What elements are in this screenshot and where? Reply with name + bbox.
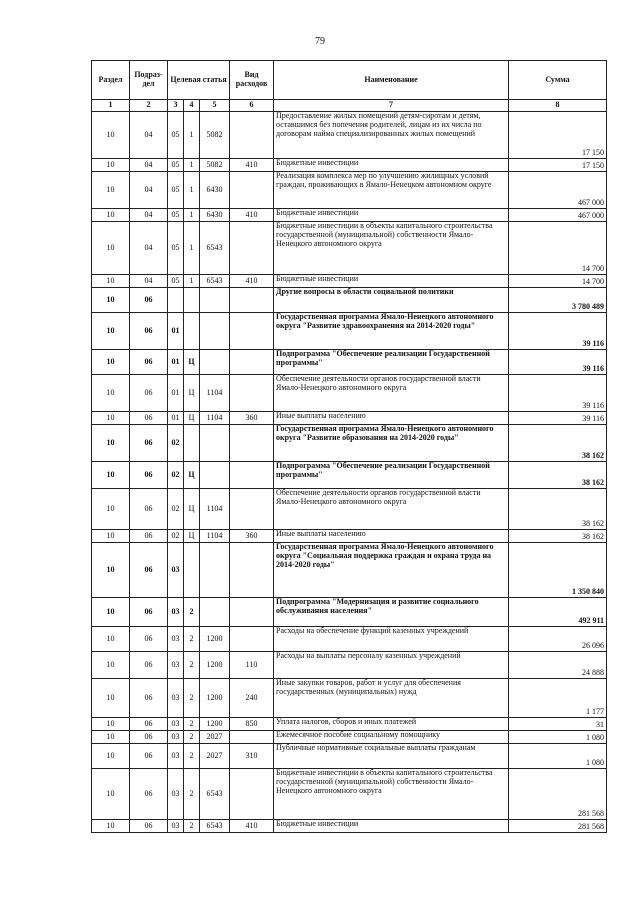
expense-type-cell [230, 375, 274, 412]
name-cell: Реализация комплекса мер по улучшению жилищных условий граждан, проживающих в Ямало-Ненецком автономном округе [274, 172, 509, 209]
expense-type-cell [230, 313, 274, 350]
podrazdel-cell: 06 [130, 731, 168, 744]
name-cell: Обеспечение деятельности органов государственной власти Ямало-Ненецкого автономного округа [274, 489, 509, 530]
expense-type-cell: 360 [230, 412, 274, 425]
program-code-cell: 02 [168, 530, 184, 543]
sum-cell: 467 000 [509, 209, 607, 222]
subprogram-code-cell: Ц [184, 489, 200, 530]
program-code-cell: 03 [168, 652, 184, 679]
direction-code-cell [200, 425, 230, 462]
subprogram-code-cell [184, 288, 200, 313]
name-cell: Иные выплаты населению [274, 412, 509, 425]
expense-type-cell [230, 425, 274, 462]
razdel-cell: 10 [92, 598, 130, 627]
sum-cell: 17 150 [509, 112, 607, 159]
table-row [92, 530, 607, 543]
header-vid-rashodov: Вид расходов [230, 61, 274, 100]
table-row [92, 820, 607, 833]
program-code-cell: 03 [168, 627, 184, 652]
column-number: 7 [274, 100, 509, 112]
razdel-cell: 10 [92, 627, 130, 652]
direction-code-cell: 2027 [200, 731, 230, 744]
table-row [92, 288, 607, 313]
direction-code-cell: 1200 [200, 652, 230, 679]
subprogram-code-cell: 1 [184, 209, 200, 222]
sum-cell: 1 177 [509, 679, 607, 718]
direction-code-cell [200, 288, 230, 313]
razdel-cell: 10 [92, 731, 130, 744]
column-number: 2 [130, 100, 168, 112]
subprogram-code-cell: Ц [184, 375, 200, 412]
podrazdel-cell: 06 [130, 652, 168, 679]
sum-cell: 281 568 [509, 820, 607, 833]
sum-cell: 281 568 [509, 769, 607, 820]
sum-cell: 38 162 [509, 530, 607, 543]
name-cell: Бюджетные инвестиции в объекты капитального строительства государственной (муниципальной) собственности Ямало-Ненецкого автономного округа [274, 769, 509, 820]
table-row [92, 112, 607, 159]
expense-type-cell [230, 112, 274, 159]
podrazdel-cell: 06 [130, 530, 168, 543]
column-number: 5 [200, 100, 230, 112]
table-row [92, 209, 607, 222]
direction-code-cell: 1104 [200, 489, 230, 530]
razdel-cell: 10 [92, 112, 130, 159]
name-cell: Бюджетные инвестиции в объекты капитального строительства государственной (муниципальной) собственности Ямало-Ненецкого автономного округа [274, 222, 509, 275]
name-cell: Подпрограмма "Обеспечение реализации Государственной программы" [274, 350, 509, 375]
subprogram-code-cell: 2 [184, 820, 200, 833]
expense-type-cell: 110 [230, 652, 274, 679]
table-row [92, 412, 607, 425]
razdel-cell: 10 [92, 718, 130, 731]
table-row [92, 543, 607, 598]
razdel-cell: 10 [92, 313, 130, 350]
razdel-cell: 10 [92, 543, 130, 598]
razdel-cell: 10 [92, 462, 130, 489]
podrazdel-cell: 04 [130, 112, 168, 159]
subprogram-code-cell: 2 [184, 769, 200, 820]
name-cell: Предоставление жилых помещений детям-сиротам и детям, оставшимся без попечения родителей, лицам из их числа по договорам найма специализированных жилых помещений [274, 112, 509, 159]
table-row [92, 652, 607, 679]
page-number: 79 [315, 36, 325, 47]
sum-cell: 17 150 [509, 159, 607, 172]
direction-code-cell [200, 543, 230, 598]
direction-code-cell: 6430 [200, 209, 230, 222]
direction-code-cell: 1200 [200, 718, 230, 731]
direction-code-cell: 2027 [200, 744, 230, 769]
direction-code-cell: 5082 [200, 112, 230, 159]
subprogram-code-cell: Ц [184, 350, 200, 375]
sum-cell: 26 096 [509, 627, 607, 652]
name-cell: Бюджетные инвестиции [274, 159, 509, 172]
name-cell: Бюджетные инвестиции [274, 820, 509, 833]
sum-cell: 31 [509, 718, 607, 731]
expense-type-cell: 310 [230, 744, 274, 769]
program-code-cell: 03 [168, 744, 184, 769]
program-code-cell: 02 [168, 489, 184, 530]
program-code-cell: 01 [168, 375, 184, 412]
table-row [92, 275, 607, 288]
podrazdel-cell: 06 [130, 718, 168, 731]
budget-table [91, 60, 607, 833]
sum-cell: 38 162 [509, 462, 607, 489]
program-code-cell [168, 288, 184, 313]
razdel-cell: 10 [92, 222, 130, 275]
razdel-cell: 10 [92, 288, 130, 313]
razdel-cell: 10 [92, 412, 130, 425]
table-row [92, 159, 607, 172]
podrazdel-cell: 04 [130, 159, 168, 172]
expense-type-cell: 410 [230, 159, 274, 172]
header-celevaya-statya: Целевая статья [168, 61, 230, 100]
table-row [92, 313, 607, 350]
podrazdel-cell: 06 [130, 412, 168, 425]
subprogram-code-cell: 1 [184, 159, 200, 172]
razdel-cell: 10 [92, 159, 130, 172]
direction-code-cell [200, 598, 230, 627]
podrazdel-cell: 04 [130, 222, 168, 275]
program-code-cell: 03 [168, 679, 184, 718]
subprogram-code-cell: Ц [184, 412, 200, 425]
podrazdel-cell: 06 [130, 543, 168, 598]
razdel-cell: 10 [92, 769, 130, 820]
name-cell: Бюджетные инвестиции [274, 209, 509, 222]
program-code-cell: 03 [168, 718, 184, 731]
column-number: 6 [230, 100, 274, 112]
sum-cell: 39 116 [509, 313, 607, 350]
name-cell: Другие вопросы в области социальной политики [274, 288, 509, 313]
expense-type-cell [230, 489, 274, 530]
program-code-cell: 01 [168, 313, 184, 350]
direction-code-cell: 6543 [200, 275, 230, 288]
sum-cell: 38 162 [509, 489, 607, 530]
direction-code-cell: 6543 [200, 820, 230, 833]
direction-code-cell [200, 462, 230, 489]
subprogram-code-cell: 2 [184, 744, 200, 769]
razdel-cell: 10 [92, 744, 130, 769]
table-row [92, 425, 607, 462]
header-summa: Сумма [509, 61, 607, 100]
expense-type-cell [230, 769, 274, 820]
subprogram-code-cell: 2 [184, 679, 200, 718]
header-row [92, 61, 607, 100]
program-code-cell: 03 [168, 543, 184, 598]
direction-code-cell: 1200 [200, 627, 230, 652]
name-cell: Иные выплаты населению [274, 530, 509, 543]
name-cell: Государственная программа Ямало-Ненецкого автономного округа "Социальная поддержка граждан и охрана труда на 2014-2020 годы" [274, 543, 509, 598]
podrazdel-cell: 06 [130, 462, 168, 489]
podrazdel-cell: 06 [130, 313, 168, 350]
column-number: 4 [184, 100, 200, 112]
podrazdel-cell: 06 [130, 425, 168, 462]
expense-type-cell: 410 [230, 820, 274, 833]
table-row [92, 462, 607, 489]
expense-type-cell: 410 [230, 209, 274, 222]
subprogram-code-cell: 1 [184, 172, 200, 209]
column-number-row [92, 100, 607, 112]
subprogram-code-cell: 2 [184, 718, 200, 731]
expense-type-cell: 410 [230, 275, 274, 288]
name-cell: Подпрограмма "Модернизация и развитие социального обслуживания населения" [274, 598, 509, 627]
sum-cell: 38 162 [509, 425, 607, 462]
sum-cell: 1 080 [509, 744, 607, 769]
direction-code-cell: 6543 [200, 769, 230, 820]
table-row [92, 172, 607, 209]
subprogram-code-cell: 1 [184, 275, 200, 288]
sum-cell: 467 000 [509, 172, 607, 209]
direction-code-cell: 6430 [200, 172, 230, 209]
sum-cell: 39 116 [509, 375, 607, 412]
podrazdel-cell: 06 [130, 375, 168, 412]
program-code-cell: 05 [168, 172, 184, 209]
subprogram-code-cell [184, 313, 200, 350]
program-code-cell: 05 [168, 275, 184, 288]
program-code-cell: 02 [168, 462, 184, 489]
razdel-cell: 10 [92, 530, 130, 543]
header-razdel: Раздел [92, 61, 130, 100]
razdel-cell: 10 [92, 652, 130, 679]
table-row [92, 679, 607, 718]
column-number: 8 [509, 100, 607, 112]
expense-type-cell: 850 [230, 718, 274, 731]
razdel-cell: 10 [92, 820, 130, 833]
program-code-cell: 01 [168, 350, 184, 375]
subprogram-code-cell: 2 [184, 731, 200, 744]
sum-cell: 14 700 [509, 275, 607, 288]
expense-type-cell [230, 627, 274, 652]
podrazdel-cell: 06 [130, 627, 168, 652]
subprogram-code-cell: 1 [184, 112, 200, 159]
table-row [92, 627, 607, 652]
program-code-cell: 03 [168, 820, 184, 833]
subprogram-code-cell: Ц [184, 530, 200, 543]
program-code-cell: 03 [168, 598, 184, 627]
name-cell: Государственная программа Ямало-Ненецкого автономного округа "Развитие образования на 2014-2020 годы" [274, 425, 509, 462]
expense-type-cell: 360 [230, 530, 274, 543]
table-row [92, 744, 607, 769]
column-number: 3 [168, 100, 184, 112]
subprogram-code-cell: 2 [184, 627, 200, 652]
table-row [92, 769, 607, 820]
subprogram-code-cell: Ц [184, 462, 200, 489]
razdel-cell: 10 [92, 172, 130, 209]
expense-type-cell [230, 598, 274, 627]
razdel-cell: 10 [92, 350, 130, 375]
table-row [92, 350, 607, 375]
name-cell: Подпрограмма "Обеспечение реализации Государственной программы" [274, 462, 509, 489]
sum-cell: 39 116 [509, 350, 607, 375]
program-code-cell: 05 [168, 222, 184, 275]
razdel-cell: 10 [92, 375, 130, 412]
podrazdel-cell: 06 [130, 679, 168, 718]
podrazdel-cell: 04 [130, 172, 168, 209]
program-code-cell: 01 [168, 412, 184, 425]
program-code-cell: 02 [168, 425, 184, 462]
podrazdel-cell: 06 [130, 744, 168, 769]
direction-code-cell: 6543 [200, 222, 230, 275]
sum-cell: 1 350 840 [509, 543, 607, 598]
name-cell: Бюджетные инвестиции [274, 275, 509, 288]
table-row [92, 598, 607, 627]
razdel-cell: 10 [92, 209, 130, 222]
podrazdel-cell: 04 [130, 275, 168, 288]
table-row [92, 731, 607, 744]
name-cell: Ежемесячное пособие социальному помощнику [274, 731, 509, 744]
podrazdel-cell: 06 [130, 598, 168, 627]
direction-code-cell [200, 313, 230, 350]
sum-cell: 492 911 [509, 598, 607, 627]
expense-type-cell [230, 350, 274, 375]
subprogram-code-cell: 2 [184, 652, 200, 679]
expense-type-cell [230, 288, 274, 313]
expense-type-cell [230, 222, 274, 275]
sum-cell: 3 780 489 [509, 288, 607, 313]
podrazdel-cell: 06 [130, 489, 168, 530]
expense-type-cell [230, 462, 274, 489]
expense-type-cell [230, 543, 274, 598]
table-row [92, 375, 607, 412]
subprogram-code-cell [184, 543, 200, 598]
subprogram-code-cell: 1 [184, 222, 200, 275]
podrazdel-cell: 04 [130, 209, 168, 222]
razdel-cell: 10 [92, 679, 130, 718]
name-cell: Государственная программа Ямало-Ненецкого автономного округа "Развитие здравоохранения на 2014-2020 годы" [274, 313, 509, 350]
subprogram-code-cell [184, 425, 200, 462]
header-podrazdel: Подраз-дел [130, 61, 168, 100]
expense-type-cell: 240 [230, 679, 274, 718]
podrazdel-cell: 06 [130, 350, 168, 375]
expense-type-cell [230, 172, 274, 209]
name-cell: Иные закупки товаров, работ и услуг для обеспечения государственных (муниципальных) нужд [274, 679, 509, 718]
program-code-cell: 03 [168, 731, 184, 744]
column-number: 1 [92, 100, 130, 112]
program-code-cell: 05 [168, 159, 184, 172]
name-cell: Уплата налогов, сборов и иных платежей [274, 718, 509, 731]
podrazdel-cell: 06 [130, 288, 168, 313]
table-row [92, 718, 607, 731]
table-row [92, 489, 607, 530]
sum-cell: 24 888 [509, 652, 607, 679]
program-code-cell: 03 [168, 769, 184, 820]
program-code-cell: 05 [168, 209, 184, 222]
name-cell: Публичные нормативные социальные выплаты гражданам [274, 744, 509, 769]
expense-type-cell [230, 731, 274, 744]
table-row [92, 222, 607, 275]
razdel-cell: 10 [92, 489, 130, 530]
name-cell: Обеспечение деятельности органов государственной власти Ямало-Ненецкого автономного округа [274, 375, 509, 412]
subprogram-code-cell: 2 [184, 598, 200, 627]
podrazdel-cell: 06 [130, 769, 168, 820]
direction-code-cell: 1200 [200, 679, 230, 718]
sum-cell: 1 080 [509, 731, 607, 744]
direction-code-cell: 1104 [200, 375, 230, 412]
sum-cell: 14 700 [509, 222, 607, 275]
razdel-cell: 10 [92, 275, 130, 288]
program-code-cell: 05 [168, 112, 184, 159]
direction-code-cell: 5082 [200, 159, 230, 172]
direction-code-cell [200, 350, 230, 375]
name-cell: Расходы на обеспечение функций казенных учреждений [274, 627, 509, 652]
podrazdel-cell: 06 [130, 820, 168, 833]
razdel-cell: 10 [92, 425, 130, 462]
sum-cell: 39 116 [509, 412, 607, 425]
name-cell: Расходы на выплаты персоналу казенных учреждений [274, 652, 509, 679]
header-naimenovanie: Наименование [274, 61, 509, 100]
direction-code-cell: 1104 [200, 412, 230, 425]
direction-code-cell: 1104 [200, 530, 230, 543]
